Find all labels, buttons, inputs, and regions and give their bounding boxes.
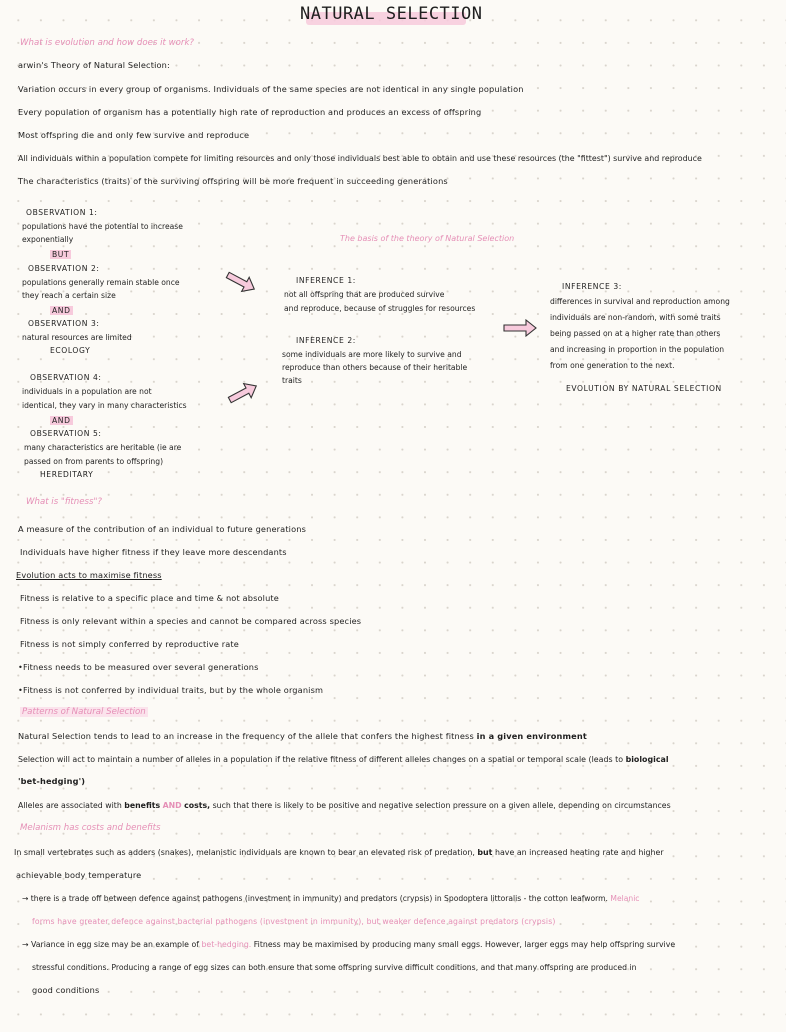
observation-1-text-2: exponentially — [22, 235, 74, 244]
evolution-result: EVOLUTION BY NATURAL SELECTION — [566, 384, 722, 393]
patterns-line-3-rest: such that there is likely to be positive and negative selection pressure on a given allele, depending on circumstances — [212, 801, 671, 810]
observation-2-label: OBSERVATION 2: — [28, 264, 100, 273]
melanism-bullet-2-end: good conditions — [32, 985, 100, 995]
patterns-line-2-emphasis: biological — [625, 755, 669, 764]
diagram-caption: The basis of the theory of Natural Selection — [340, 234, 515, 243]
patterns-line-1-emphasis: in a given environment — [476, 731, 587, 741]
melanism-bullet-1 — [22, 893, 639, 904]
inference-3-label: INFERENCE 3: — [562, 282, 622, 291]
inference-3-text: differences in survival and reproduction among — [550, 297, 730, 306]
fitness-heading: What is "fitness"? — [26, 497, 102, 507]
page-title: NATURAL SELECTION — [300, 4, 483, 24]
melanism-bullet-2-text: → Variance in egg size may be an example of — [22, 940, 199, 949]
bet-hedging-word: bet-hedging. — [201, 940, 252, 949]
inference-1-label: INFERENCE 1: — [296, 276, 356, 285]
theory-label: arwin's Theory of Natural Selection: — [18, 60, 170, 70]
observation-4-text-2: identical, they vary in many characteristics — [22, 401, 187, 410]
melanism-bullet-1-cont: forms have greater defence against bacterial pathogens (investment in immunity), but weaker defence against predators (crypsis) — [32, 917, 556, 926]
observation-5-text: many characteristics are heritable (ie are — [24, 443, 182, 452]
observation-4-text: individuals in a population are not — [22, 387, 152, 396]
patterns-line-3-text: Alleles are associated with — [18, 801, 122, 810]
intro-line-1: Variation occurs in every group of organisms. Individuals of the same species are not identical in any single population — [18, 84, 524, 94]
intro-line-2: Every population of organism has a potentially high rate of reproduction and produces an excess of offspring — [18, 107, 482, 117]
inference-2-text-2: reproduce than others because of their heritable — [282, 363, 468, 372]
inference-3-text-4: and increasing in proportion in the population — [550, 345, 725, 354]
observation-4-label: OBSERVATION 4: — [30, 373, 102, 382]
melanism-line-1-rest: have an increased heating rate and higher — [494, 848, 664, 857]
but-connector: BUT — [52, 250, 70, 259]
patterns-heading: Patterns of Natural Selection — [22, 707, 146, 717]
inference-3-text-5: from one generation to the next. — [550, 361, 675, 370]
patterns-line-1-text: Natural Selection tends to lead to an increase in the frequency of the allele that confers the highest fitness — [18, 731, 474, 741]
observation-1-label: OBSERVATION 1: — [26, 208, 98, 217]
patterns-line-3 — [18, 800, 671, 811]
up-right-arrow-icon — [226, 380, 260, 406]
right-arrow-icon — [502, 318, 538, 338]
observation-5-text-2: passed on from parents to offspring) — [24, 457, 164, 466]
patterns-line-2 — [18, 754, 669, 765]
patterns-line-1 — [18, 731, 587, 742]
fitness-point-2: Fitness is only relevant within a species and cannot be compared across species — [20, 616, 362, 626]
fitness-point-5: •Fitness is not conferred by individual traits, but by the whole organism — [18, 685, 324, 695]
melanic-word: Melanic — [610, 894, 640, 903]
inference-3-text-3: being passed on at a higher rate than others — [550, 329, 721, 338]
fitness-line-3: Evolution acts to maximise fitness — [16, 570, 162, 580]
benefits-word: benefits — [124, 801, 161, 810]
melanism-line-1-text: In small vertebrates such as adders (snakes), melanistic individuals are known to bear an elevated risk of predation, — [14, 848, 475, 857]
fitness-line-1: A measure of the contribution of an individual to future generations — [18, 524, 307, 534]
intro-heading: What is evolution and how does it work? — [20, 38, 194, 48]
melanism-bullet-2-cont: stressful conditions. Producing a range of egg sizes can both ensure that some offspring survive difficult conditions, and that many offspring are produced in — [32, 963, 637, 972]
inference-1-text-2: and reproduce, because of struggles for resources — [284, 304, 476, 313]
observation-2-text: populations generally remain stable once — [22, 278, 180, 287]
hereditary-label: HEREDITARY — [40, 470, 94, 479]
intro-line-5: The characteristics (traits) of the surviving offspring will be more frequent in succeeding generations — [18, 176, 448, 186]
fitness-point-4: •Fitness needs to be measured over several generations — [18, 662, 259, 672]
observation-3-label: OBSERVATION 3: — [28, 319, 100, 328]
fitness-line-2: Individuals have higher fitness if they leave more descendants — [20, 547, 287, 557]
inference-2-label: INFERENCE 2: — [296, 336, 356, 345]
and-connector-1: AND — [52, 306, 71, 315]
and-word: AND — [162, 801, 182, 810]
intro-line-3: Most offspring die and only few survive and reproduce — [18, 130, 250, 140]
observation-5-label: OBSERVATION 5: — [30, 429, 102, 438]
inference-2-text: some individuals are more likely to survive and — [282, 350, 462, 359]
melanism-line-2: achievable body temperature — [16, 870, 142, 880]
melanism-heading: Melanism has costs and benefits — [20, 823, 161, 833]
inference-3-text-2: individuals are non-random, with some traits — [550, 313, 721, 322]
but-word: but — [477, 848, 493, 857]
down-right-arrow-icon — [224, 270, 258, 294]
observation-3-text: natural resources are limited — [22, 333, 132, 342]
melanism-line-1 — [14, 847, 664, 858]
and-connector-2: AND — [52, 416, 71, 425]
intro-line-4: All individuals within a population compete for limiting resources and only those individuals best able to obtain and use these resources (the "fittest") survive and reproduce — [18, 154, 702, 163]
melanism-bullet-2 — [22, 939, 675, 950]
melanism-bullet-2-rest: Fitness may be maximised by producing many small eggs. However, larger eggs may help offspring survive — [253, 940, 676, 949]
melanism-bullet-1-text: → there is a trade off between defence against pathogens (investment in immunity) and predators (crypsis) in Spodoptera littoralis - the cotton leafworm. — [22, 894, 608, 903]
patterns-line-2-end: 'bet-hedging') — [18, 776, 86, 786]
fitness-point-1: Fitness is relative to a specific place and time & not absolute — [20, 593, 279, 603]
observation-1-text: populations have the potential to increase — [22, 222, 183, 231]
inference-1-text: not all offspring that are produced survive — [284, 290, 445, 299]
observation-2-text-2: they reach a certain size — [22, 291, 116, 300]
inference-2-text-3: traits — [282, 376, 302, 385]
costs-word: costs, — [184, 801, 211, 810]
fitness-point-3: Fitness is not simply conferred by reproductive rate — [20, 639, 239, 649]
patterns-line-2-text: Selection will act to maintain a number of alleles in a population if the relative fitness of different alleles changes on a spatial or temporal scale (leads to — [18, 755, 624, 764]
ecology-label: ECOLOGY — [50, 346, 91, 355]
